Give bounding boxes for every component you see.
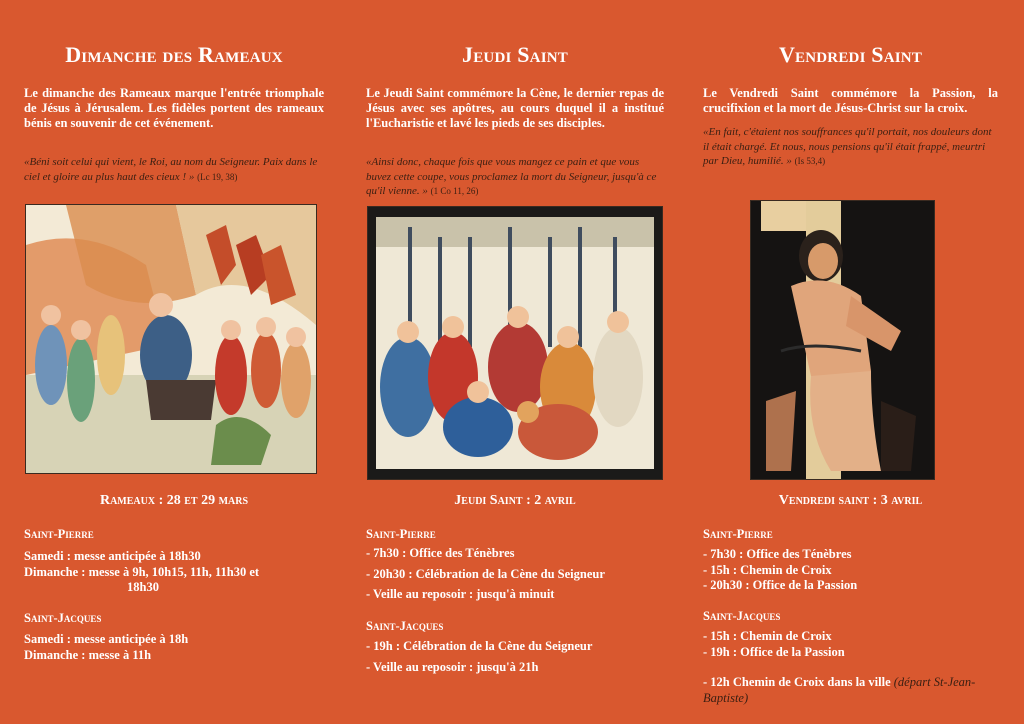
christ-aux-liens-painting <box>750 200 935 480</box>
scripture-quote <box>703 125 998 169</box>
city-way-of-cross <box>703 675 998 706</box>
section-title: Vendredi Saint <box>778 42 923 67</box>
schedule-line: - 15h : Chemin de Croix <box>703 562 832 577</box>
schedule-line: - 19h : Office de la Passion <box>703 644 845 659</box>
schedule-line: - 20h30 : Office de la Passion <box>703 578 858 592</box>
schedule-saint-pierre <box>366 546 664 608</box>
schedule-line: - Veille au reposoir : jusqu'à 21h <box>366 659 539 674</box>
painting-illustration <box>751 201 934 479</box>
section-intro: Le dimanche des Rameaux marque l'entrée triomphale de Jésus à Jérusalem. Les fidèles portent des rameaux bénis en souvenir de cet événement. <box>24 86 324 130</box>
church-saint-pierre: Saint-Pierre <box>703 527 773 541</box>
quote-reference: (Is 53,4) <box>794 156 826 166</box>
painting-illustration <box>26 205 316 473</box>
section-title: Jeudi Saint <box>462 42 568 67</box>
lavement-pieds-painting <box>367 206 663 480</box>
section-title: Dimanche des Rameaux <box>65 42 283 67</box>
schedule-line: Samedi : messe anticipée à 18h30 <box>24 549 201 563</box>
schedule-line: Samedi : messe anticipée à 18h <box>24 632 189 646</box>
schedule-line: - 15h : Chemin de Croix <box>703 629 832 643</box>
schedule-saint-pierre <box>24 549 324 596</box>
extra-event-text: - 12h Chemin de Croix dans la ville <box>703 675 894 689</box>
section-intro: Le Vendredi Saint commémore la Passion, la crucifixion et la mort de Jésus-Christ sur la croix. <box>703 86 998 115</box>
schedule-line: - 7h30 : Office des Ténèbres <box>703 547 852 561</box>
schedule-saint-jacques <box>366 639 664 680</box>
extra-event-note: (départ St-Jean-Baptiste) <box>703 675 976 705</box>
schedule-saint-pierre <box>703 547 998 594</box>
quote-text: «Béni soit celui qui vient, le Roi, au nom du Seigneur. Paix dans le ciel et gloire au plus haut des cieux ! » <box>24 156 318 183</box>
church-saint-jacques: Saint-Jacques <box>366 619 444 633</box>
schedule-saint-jacques <box>703 629 998 660</box>
scripture-quote <box>24 155 324 184</box>
schedule-line: Dimanche : messe à 11h <box>24 647 152 662</box>
schedule-line: - 19h : Célébration de la Cène du Seigneur <box>366 639 593 653</box>
scripture-quote <box>366 155 664 199</box>
schedule-line: - Veille au reposoir : jusqu'à minuit <box>366 587 555 601</box>
event-dates: Rameaux : 28 et 29 mars <box>99 493 249 508</box>
schedule-line: Dimanche : messe à 9h, 10h15, 11h, 11h30 et <box>24 564 260 579</box>
quote-reference: (1 Co 11, 26) <box>430 186 479 196</box>
painting-illustration <box>368 207 662 479</box>
quote-text: «Ainsi donc, chaque fois que vous mangez ce pain et que vous buvez cette coupe, vous proclamez la mort du Seigneur, jusqu'à ce qu'il vienne. » <box>366 156 657 197</box>
schedule-line: - 20h30 : Célébration de la Cène du Seigneur <box>366 566 605 581</box>
event-dates: Vendredi saint : 3 avril <box>778 493 923 508</box>
church-saint-jacques: Saint-Jacques <box>24 611 102 625</box>
schedule-saint-jacques <box>24 632 324 663</box>
church-saint-pierre: Saint-Pierre <box>366 527 436 541</box>
church-saint-pierre: Saint-Pierre <box>24 527 94 541</box>
section-intro: Le Jeudi Saint commémore la Cène, le dernier repas de Jésus avec ses apôtres, au cours duquel il a institué l'Eucharistie et lavé les pieds de ses disciples. <box>366 86 664 130</box>
schedule-line: 18h30 <box>127 580 159 594</box>
church-saint-jacques: Saint-Jacques <box>703 609 781 623</box>
extra-event <box>703 675 998 706</box>
schedule-line: - 7h30 : Office des Ténèbres <box>366 546 515 560</box>
quote-text: «En fait, c'étaient nos souffrances qu'il portait, nos douleurs dont il était chargé. Et nous, nous pensions qu'il était frappé, meurtri par Dieu, humilié. » <box>703 126 992 167</box>
quote-reference: (Lc 19, 38) <box>197 171 238 182</box>
entree-jerusalem-painting <box>25 204 317 474</box>
event-dates: Jeudi Saint : 2 avril <box>454 493 576 508</box>
